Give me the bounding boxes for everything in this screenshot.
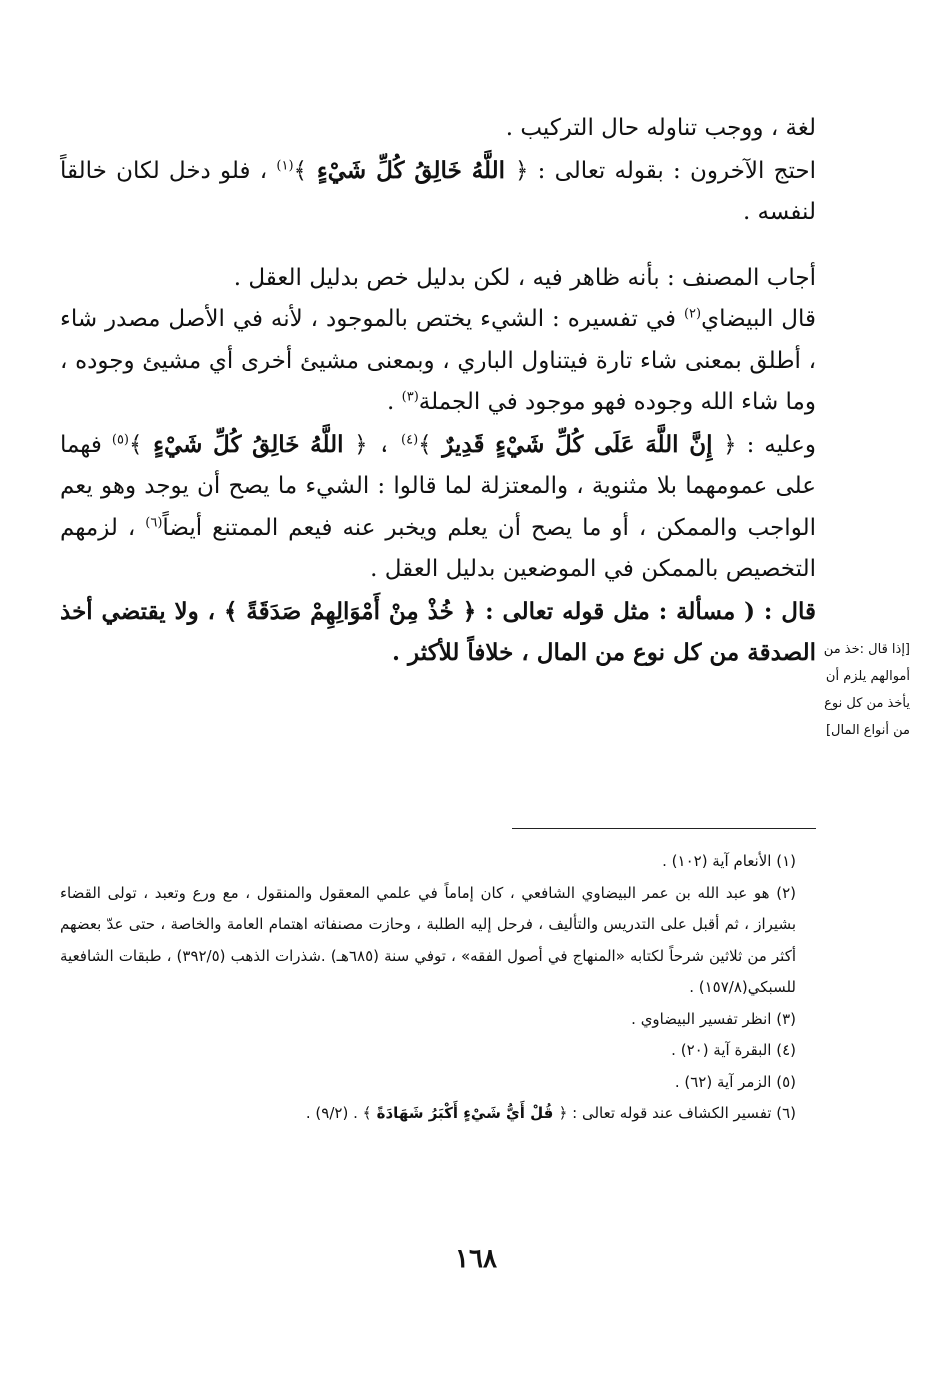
paragraph-3: أجاب المصنف : بأنه ظاهر فيه ، لكن بدليل خص بدليل العقل .	[233, 264, 816, 291]
footnote-2: (٢) هو عبد الله بن عمر البيضاوي الشافعي ، كان إماماً في علمي المعقول والمنقول ، مع ورع وتعبد ، تولى القضاء بشيراز ، ثم أقبل على التدريس والتأليف ، فرحل إليه الطلبة ، وحازت مصنفاته اهتمام العامة والخاصة ، حتى عدّ بعضهم أكثر من ثلاثين شرحاً لكتابه «المنهاج في أصول الفقه» ، توفي سنة (٦٨٥هـ) .شذرات الذهب (٣٩٢/٥) ، طبقات الشافعية للسبكي(١٥٧/٨) .	[60, 883, 797, 996]
footnotes	[60, 846, 816, 1130]
footnote-divider	[512, 828, 816, 829]
quran-verse: اللَّهُ خَالِقُ كُلِّ شَيْءٍ	[142, 430, 355, 458]
footnote-3: (٣) انظر تفسير البيضاوي .	[631, 1009, 796, 1028]
footnote-ref[interactable]: (٤)	[401, 431, 419, 447]
paragraph-5: وعليه : ﴿ إِنَّ اللَّهَ عَلَى كُلِّ شَيْءٍ قَدِيرٌ ﴾$^{(٤)}$ ، ﴿ اللَّهُ خَالِقُ كُلِّ شَيْءٍ ﴾$^{(٥)}$ فهما على عمومهما بلا مثنوية ، والمعتزلة لما قالوا : الشيء ما يصح أن يوجد وهو يعم الواجب والممكن ، أو ما يصح أن يعلم ويخبر عنه فيعم الممتنع أيضاً$^{(٦)}$ ، لزمهم التخصيص بالممكن في الموضعين بدليل العقل .	[60, 430, 816, 582]
quran-verse: اللَّهُ خَالِقُ كُلِّ شَيْءٍ	[307, 156, 515, 184]
margin-note: [إذا قال :خذ من أموالهم يلزم أن يأخذ من كل نوع من أنواع المال]	[823, 642, 910, 738]
footnote-6: (٦) تفسير الكشاف عند قوله تعالى : ﴿ قُلْ أَيُّ شَيْءٍ أَكْبَرُ شَهَادَةً ﴾ . (٩/٢) .	[305, 1104, 796, 1122]
paragraph-4: قال البيضاي$^{(٢)}$ في تفسيره : الشيء يختص بالموجود ، لأنه في الأصل مصدر شاء ، أطلق بمعنى شاء تارة فيتناول الباري ، وبمعنى مشيئ أخرى أي مشيئ وجوده ، وما شاء الله وجوده فهو موجود في الجملة$^{(٣)}$ .	[60, 306, 816, 415]
quran-verse: إِنَّ اللَّهَ عَلَى كُلِّ شَيْءٍ قَدِيرٌ	[431, 430, 724, 458]
quran-verse: خُذْ مِنْ أَمْوَالِهِمْ صَدَقَةً	[237, 597, 463, 625]
footnote-1: (١) الأنعام آية (١٠٢) .	[662, 852, 796, 870]
footnote-ref[interactable]: (٦)	[145, 514, 163, 530]
footnote-5: (٥) الزمر آية (٦٢) .	[674, 1072, 796, 1091]
footnote-4: (٤) البقرة آية (٢٠) .	[671, 1041, 796, 1059]
paragraph-1: لغة ، ووجب تناوله حال التركيب .	[505, 115, 816, 141]
footnote-ref[interactable]: (٢)	[683, 306, 702, 322]
paragraph-2: احتج الآخرون : بقوله تعالى : ﴿ اللَّهُ خَالِقُ كُلِّ شَيْءٍ ﴾$^{(١)}$ ، فلو دخل لكان خالقاً لنفسه .	[60, 156, 817, 225]
quran-verse: قُلْ أَيُّ شَيْءٍ أَكْبَرُ شَهَادَةً	[371, 1104, 559, 1122]
page-number: ١٦٨	[455, 1244, 497, 1274]
footnote-ref[interactable]: (١)	[276, 157, 294, 173]
paragraph-6-statement: قال : ( مسألة : مثل قوله تعالى : ﴿ خُذْ مِنْ أَمْوَالِهِمْ صَدَقَةً ﴾ ، ولا يقتضي أخذ الصدقة من كل نوع من المال ، خلافاً للأكثر .	[60, 597, 817, 666]
footnote-ref[interactable]: (٥)	[111, 431, 129, 447]
footnote-ref[interactable]: (٣)	[401, 389, 419, 405]
main-text	[60, 108, 816, 674]
